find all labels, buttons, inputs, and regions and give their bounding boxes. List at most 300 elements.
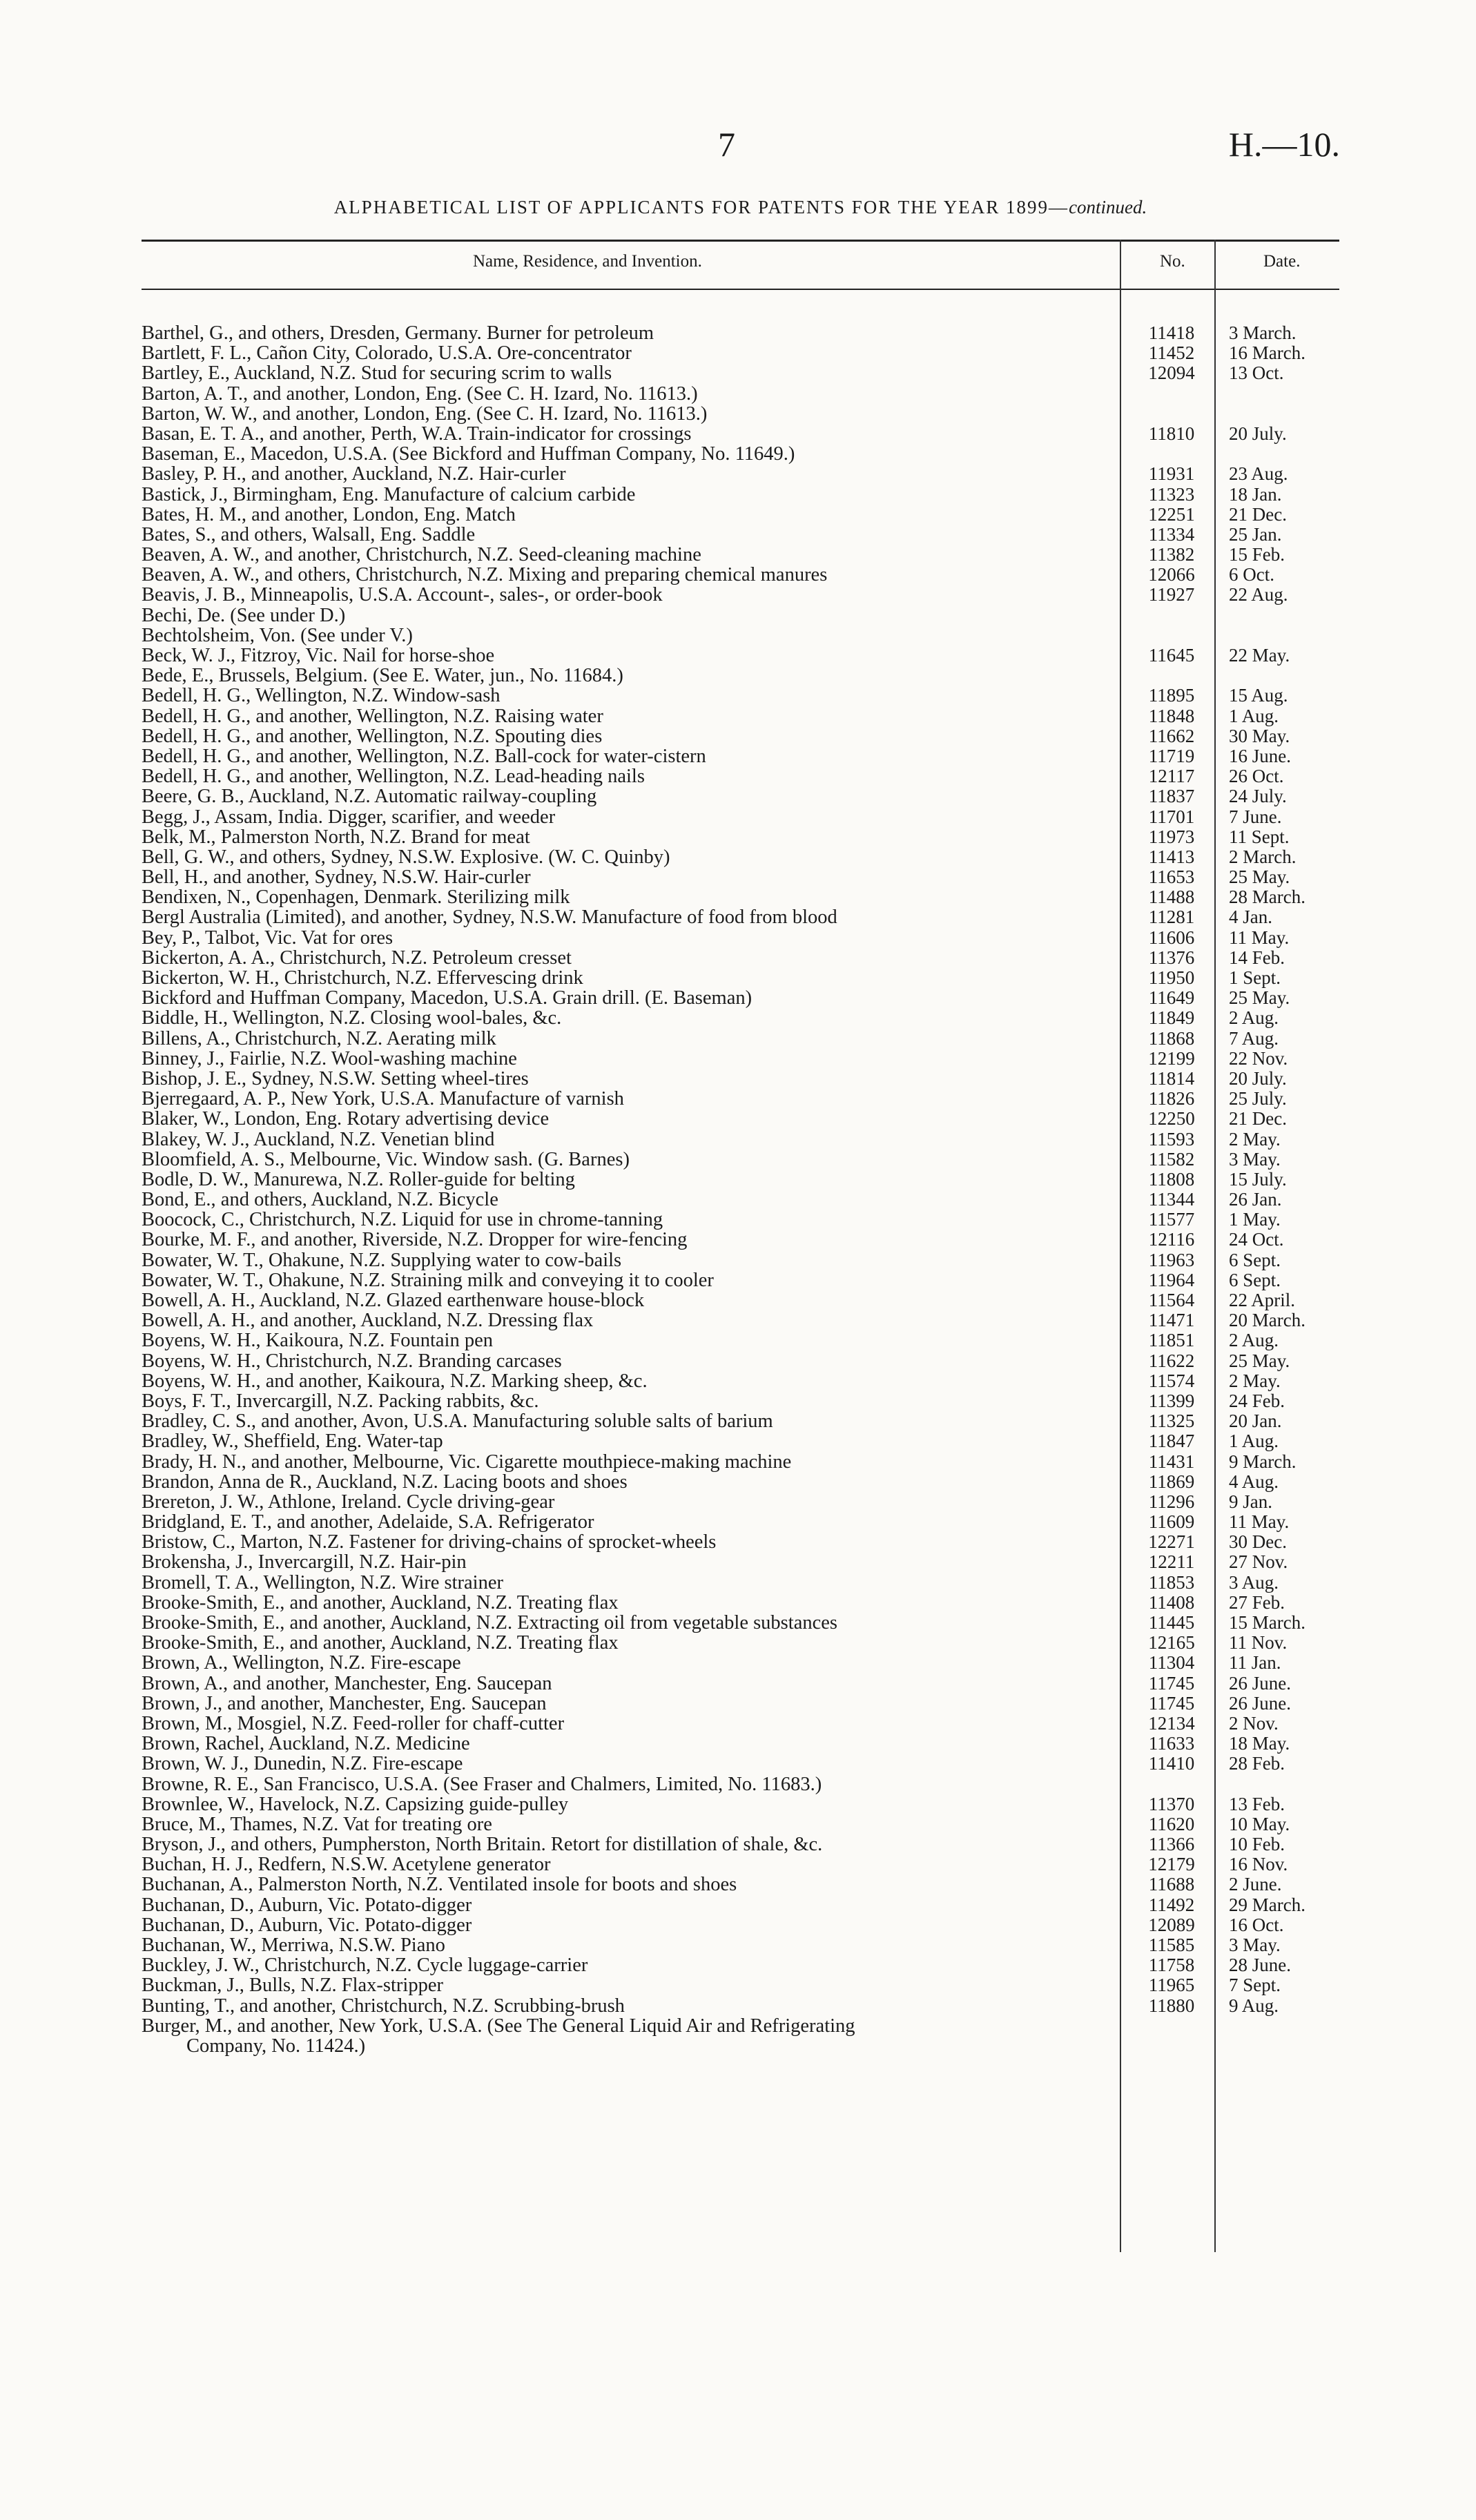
applicant-entry: Brooke-Smith, E., and another, Auckland, N.Z. Treating flax [142, 1592, 619, 1613]
table-row [142, 363, 1339, 383]
table-row [142, 1814, 1339, 1834]
application-date: 30 May. [1229, 725, 1290, 746]
application-date: 9 Jan. [1229, 1491, 1272, 1512]
application-date: 2 June. [1229, 1874, 1282, 1895]
table-row [142, 2036, 1339, 2056]
application-date: 28 Feb. [1229, 1753, 1285, 1774]
applicant-entry: Bloomfield, A. S., Melbourne, Vic. Window sash. (G. Barnes) [142, 1149, 630, 1170]
table-row [142, 827, 1339, 847]
patent-number: 12066 [1148, 564, 1195, 585]
table-row [142, 706, 1339, 726]
table-row [142, 646, 1339, 666]
applicant-entry: Buckman, J., Bulls, N.Z. Flax-stripper [142, 1975, 443, 1996]
application-date: 11 Jan. [1229, 1652, 1281, 1674]
applicant-entry: Bede, E., Brussels, Belgium. (See E. Water, jun., No. 11684.) [142, 666, 623, 686]
table-row [142, 726, 1339, 746]
table-row [142, 404, 1339, 424]
applicant-entry: Bickerton, A. A., Christchurch, N.Z. Petroleum cresset [142, 947, 572, 968]
application-date: 22 Nov. [1229, 1047, 1288, 1069]
application-date: 14 Feb. [1229, 947, 1285, 968]
applicant-entry: Beere, G. B., Auckland, N.Z. Automatic railway-coupling [142, 786, 597, 807]
application-date: 9 Aug. [1229, 1995, 1279, 2016]
patent-number: 11645 [1148, 645, 1195, 666]
application-date: 2 May. [1229, 1370, 1281, 1391]
patent-number: 11452 [1148, 342, 1195, 364]
applicant-entry: Barton, W. W., and another, London, Eng. (See C. H. Izard, No. 11613.) [142, 403, 708, 424]
table-row [142, 746, 1339, 766]
patent-number: 11847 [1148, 1431, 1195, 1452]
application-date: 1 Aug. [1229, 705, 1279, 726]
applicant-entry: Bodle, D. W., Manurewa, N.Z. Roller-guide for belting [142, 1169, 575, 1190]
column-header-date: Date. [1263, 252, 1301, 271]
table-row [142, 1190, 1339, 1210]
applicant-entry: Bates, S., and others, Walsall, Eng. Saddle [142, 524, 476, 545]
table-row [142, 867, 1339, 887]
table-row [142, 605, 1339, 626]
patent-number: 11296 [1148, 1491, 1195, 1512]
applicant-entry: Beavis, J. B., Minneapolis, U.S.A. Account-, sales-, or order-book [142, 585, 663, 605]
table-row [142, 1049, 1339, 1069]
application-date: 4 Aug. [1229, 1471, 1279, 1492]
table-row [142, 1170, 1339, 1190]
applicant-entry: Binney, J., Fairlie, N.Z. Wool-washing machine [142, 1048, 517, 1069]
document-reference: H.—10. [1228, 125, 1340, 164]
application-date: 24 Oct. [1229, 1229, 1284, 1250]
application-date: 16 March. [1229, 342, 1305, 364]
patent-number: 11633 [1148, 1733, 1195, 1754]
patent-number: 11334 [1148, 523, 1195, 545]
patent-number: 11585 [1148, 1935, 1195, 1955]
applicant-entry: Boocock, C., Christchurch, N.Z. Liquid for use in chrome-tanning [142, 1210, 663, 1230]
patent-number: 11927 [1148, 584, 1195, 605]
patent-number: 12271 [1148, 1531, 1195, 1553]
application-date: 13 Oct. [1229, 362, 1284, 384]
table-row [142, 1774, 1339, 1794]
patent-number: 11366 [1148, 1834, 1195, 1855]
table-row [142, 1754, 1339, 1774]
patent-number: 11622 [1148, 1350, 1195, 1371]
applicant-entry: Bryson, J., and others, Pumpherston, North Britain. Retort for distillation of shale, &c. [142, 1834, 823, 1855]
table-row [142, 343, 1339, 363]
table-row [142, 1250, 1339, 1270]
applicant-entry: Bickford and Huffman Company, Macedon, U.S.A. Grain drill. (E. Baseman) [142, 988, 752, 1009]
applicant-entry: Bartley, E., Auckland, N.Z. Stud for securing scrim to walls [142, 363, 612, 384]
applicant-entry: Beaven, A. W., and others, Christchurch, N.Z. Mixing and preparing chemical manures [142, 565, 828, 585]
patent-number: 11837 [1148, 786, 1195, 807]
applicant-entry: Bedell, H. G., Wellington, N.Z. Window-sash [142, 686, 501, 706]
applicant-entry: Bedell, H. G., and another, Wellington, N.Z. Ball-cock for water-cistern [142, 746, 706, 766]
applicant-entry: Brown, A., and another, Manchester, Eng. Saucepan [142, 1673, 552, 1694]
applicant-entry: Blaker, W., London, Eng. Rotary advertising device [142, 1109, 550, 1130]
table-row [142, 1371, 1339, 1391]
applicant-entry: Brandon, Anna de R., Auckland, N.Z. Lacing boots and shoes [142, 1471, 628, 1492]
applicant-entry: Basley, P. H., and another, Auckland, N.Z. Hair-curler [142, 464, 566, 485]
table-row [142, 444, 1339, 464]
applicant-entry: Bourke, M. F., and another, Riverside, N.Z. Dropper for wire-fencing [142, 1230, 688, 1250]
table-row [142, 1008, 1339, 1028]
table-row [142, 505, 1339, 525]
table-row [142, 1330, 1339, 1350]
applicant-entry: Buchan, H. J., Redfern, N.S.W. Acetylene generator [142, 1854, 551, 1875]
application-date: 15 March. [1229, 1612, 1305, 1633]
applicant-entry: Bridgland, E. T., and another, Adelaide, S.A. Refrigerator [142, 1512, 594, 1533]
applicant-entry: Bartlett, F. L., Cañon City, Colorado, U.S.A. Ore-concentrator [142, 343, 632, 364]
application-date: 20 July. [1229, 1067, 1287, 1089]
table-row [142, 1794, 1339, 1814]
table-row [142, 807, 1339, 827]
patent-number: 11304 [1148, 1652, 1195, 1674]
application-date: 7 Aug. [1229, 1027, 1279, 1049]
application-date: 18 May. [1229, 1733, 1290, 1754]
table-row [142, 988, 1339, 1008]
table-row [142, 1573, 1339, 1593]
application-date: 16 Oct. [1229, 1914, 1284, 1935]
table-row [142, 1613, 1339, 1633]
application-date: 24 July. [1229, 786, 1287, 807]
table-row [142, 545, 1339, 565]
application-date: 21 Dec. [1229, 1108, 1287, 1130]
table-row [142, 464, 1339, 484]
table-row [142, 1431, 1339, 1451]
application-date: 20 Jan. [1229, 1411, 1282, 1432]
patent-number: 11853 [1148, 1571, 1195, 1593]
table-top-rule [142, 240, 1339, 242]
application-date: 28 March. [1229, 886, 1305, 908]
application-date: 25 May. [1229, 987, 1290, 1009]
applicant-list [142, 323, 1339, 2056]
applicant-entry: Bromell, T. A., Wellington, N.Z. Wire strainer [142, 1572, 503, 1593]
application-date: 3 May. [1229, 1935, 1281, 1955]
table-row [142, 1109, 1339, 1129]
applicant-entry: Buchanan, D., Auburn, Vic. Potato-digger [142, 1915, 472, 1935]
applicant-entry: Bedell, H. G., and another, Wellington, N.Z. Lead-heading nails [142, 766, 645, 787]
table-row [142, 907, 1339, 927]
application-date: 20 March. [1229, 1310, 1305, 1331]
application-date: 26 June. [1229, 1692, 1291, 1714]
column-header-name: Name, Residence, and Invention. [473, 252, 702, 271]
table-row [142, 2016, 1339, 2036]
applicant-entry: Bey, P., Talbot, Vic. Vat for ores [142, 927, 394, 948]
patent-number: 12165 [1148, 1632, 1195, 1654]
page-number: 7 [718, 125, 735, 164]
table-row [142, 1975, 1339, 1995]
table-row [142, 786, 1339, 806]
table-row [142, 1492, 1339, 1512]
patent-number: 11814 [1148, 1067, 1195, 1089]
applicant-entry: Browne, R. E., San Francisco, U.S.A. (See Fraser and Chalmers, Limited, No. 11683.) [142, 1774, 822, 1794]
header-rule [142, 289, 1339, 290]
application-date: 30 Dec. [1229, 1531, 1287, 1553]
table-row [142, 585, 1339, 605]
patent-number: 11745 [1148, 1672, 1195, 1694]
applicant-entry: Brady, H. N., and another, Melbourne, Vic. Cigarette mouthpiece-making machine [142, 1451, 792, 1472]
application-date: 27 Feb. [1229, 1591, 1285, 1613]
applicant-entry: Boyens, W. H., and another, Kaikoura, N.Z. Marking sheep, &c. [142, 1370, 648, 1391]
application-date: 3 May. [1229, 1148, 1281, 1170]
patent-number: 11471 [1148, 1310, 1195, 1331]
table-row [142, 1310, 1339, 1330]
application-date: 22 May. [1229, 645, 1290, 666]
application-date: 7 Sept. [1229, 1975, 1281, 1996]
patent-number: 11344 [1148, 1189, 1195, 1210]
applicant-entry: Bowater, W. T., Ohakune, N.Z. Supplying water to cow-bails [142, 1250, 622, 1270]
application-date: 9 March. [1229, 1451, 1297, 1472]
applicant-entry: Brown, A., Wellington, N.Z. Fire-escape [142, 1653, 461, 1674]
applicant-entry: Biddle, H., Wellington, N.Z. Closing wool-bales, &c. [142, 1008, 562, 1029]
patent-number: 11965 [1148, 1975, 1195, 1996]
patent-number: 11418 [1148, 322, 1195, 343]
patent-number: 11963 [1148, 1249, 1195, 1270]
application-date: 11 Sept. [1229, 826, 1290, 847]
table-row [142, 766, 1339, 786]
table-row [142, 1552, 1339, 1572]
patent-number: 11950 [1148, 967, 1195, 988]
table-row [142, 887, 1339, 907]
application-date: 25 May. [1229, 866, 1290, 888]
applicant-entry: Buckley, J. W., Christchurch, N.Z. Cycle luggage-carrier [142, 1955, 588, 1976]
applicant-entry: Bradley, C. S., and another, Avon, U.S.A. Manufacturing soluble salts of barium [142, 1411, 773, 1432]
table-row [142, 626, 1339, 646]
patent-number: 11410 [1148, 1753, 1195, 1774]
list-heading-main: ALPHABETICAL LIST OF APPLICANTS FOR PATENTS FOR THE YEAR 1899— [333, 197, 1069, 217]
applicant-entry: Bechi, De. (See under D.) [142, 605, 346, 626]
patent-number: 11408 [1148, 1591, 1195, 1613]
table-row [142, 1210, 1339, 1230]
patent-number: 11376 [1148, 947, 1195, 968]
application-date: 18 Jan. [1229, 483, 1282, 505]
applicant-entry: Bjerregaard, A. P., New York, U.S.A. Manufacture of varnish [142, 1089, 624, 1109]
applicant-entry: Bishop, J. E., Sydney, N.S.W. Setting wheel-tires [142, 1068, 529, 1089]
application-date: 2 Aug. [1229, 1330, 1279, 1351]
patent-number: 11492 [1148, 1894, 1195, 1915]
table-row [142, 1674, 1339, 1694]
table-row [142, 1854, 1339, 1874]
table-row [142, 1029, 1339, 1049]
application-date: 1 Sept. [1229, 967, 1281, 988]
applicant-entry: Baseman, E., Macedon, U.S.A. (See Bickford and Huffman Company, No. 11649.) [142, 444, 795, 465]
table-row [142, 1935, 1339, 1955]
table-row [142, 1955, 1339, 1975]
application-date: 3 Aug. [1229, 1571, 1279, 1593]
patent-number: 11582 [1148, 1148, 1195, 1170]
applicant-entry: Brown, M., Mosgiel, N.Z. Feed-roller for chaff-cutter [142, 1713, 565, 1734]
table-row [142, 1714, 1339, 1734]
applicant-entry: Brown, W. J., Dunedin, N.Z. Fire-escape [142, 1754, 463, 1774]
patent-number: 11662 [1148, 725, 1195, 746]
applicant-entry: Company, No. 11424.) [186, 2035, 366, 2056]
application-date: 2 Aug. [1229, 1007, 1279, 1029]
application-date: 27 Nov. [1229, 1551, 1288, 1573]
application-date: 13 Feb. [1229, 1793, 1285, 1814]
patent-number: 12251 [1148, 503, 1195, 525]
applicant-entry: Belk, M., Palmerston North, N.Z. Brand for meat [142, 826, 530, 847]
application-date: 25 May. [1229, 1350, 1290, 1371]
patent-number: 11808 [1148, 1168, 1195, 1190]
application-date: 1 Aug. [1229, 1431, 1279, 1452]
patent-number: 11323 [1148, 483, 1195, 505]
table-row [142, 1593, 1339, 1613]
applicant-entry: Brown, J., and another, Manchester, Eng. Saucepan [142, 1693, 547, 1714]
application-date: 6 Sept. [1229, 1249, 1281, 1270]
applicant-entry: Bell, G. W., and others, Sydney, N.S.W. Explosive. (W. C. Quinby) [142, 846, 670, 867]
applicant-entry: Barton, A. T., and another, London, Eng. (See C. H. Izard, No. 11613.) [142, 383, 698, 404]
patent-number: 11564 [1148, 1290, 1195, 1310]
application-date: 6 Sept. [1229, 1269, 1281, 1290]
patent-number: 11382 [1148, 544, 1195, 565]
application-date: 7 June. [1229, 806, 1282, 827]
patent-number: 11370 [1148, 1793, 1195, 1814]
table-row [142, 1895, 1339, 1915]
patent-number: 12117 [1148, 766, 1195, 787]
patent-number: 11649 [1148, 987, 1195, 1009]
applicant-entry: Brokensha, J., Invercargill, N.Z. Hair-pin [142, 1552, 467, 1573]
application-date: 26 Jan. [1229, 1189, 1282, 1210]
patent-number: 11849 [1148, 1007, 1195, 1029]
table-row [142, 1270, 1339, 1290]
patent-number: 11281 [1148, 907, 1195, 928]
application-date: 16 June. [1229, 745, 1291, 766]
applicant-entry: Basan, E. T. A., and another, Perth, W.A. Train-indicator for crossings [142, 423, 692, 444]
application-date: 10 Feb. [1229, 1834, 1285, 1855]
applicant-entry: Brownlee, W., Havelock, N.Z. Capsizing guide-pulley [142, 1794, 569, 1814]
patent-number: 11688 [1148, 1874, 1195, 1895]
table-row [142, 1351, 1339, 1371]
applicant-entry: Brown, Rachel, Auckland, N.Z. Medicine [142, 1734, 470, 1754]
table-row [142, 424, 1339, 444]
application-date: 21 Dec. [1229, 503, 1287, 525]
applicant-entry: Bond, E., and others, Auckland, N.Z. Bicycle [142, 1190, 498, 1210]
patent-number: 11609 [1148, 1511, 1195, 1533]
applicant-entry: Bowell, A. H., Auckland, N.Z. Glazed earthenware house-block [142, 1290, 645, 1310]
patent-number: 11826 [1148, 1088, 1195, 1109]
table-row [142, 384, 1339, 404]
application-date: 29 March. [1229, 1894, 1305, 1915]
patent-number: 11973 [1148, 826, 1195, 847]
applicant-entry: Bruce, M., Thames, N.Z. Vat for treating ore [142, 1814, 492, 1834]
applicant-entry: Bickerton, W. H., Christchurch, N.Z. Effervescing drink [142, 968, 583, 988]
applicant-entry: Bastick, J., Birmingham, Eng. Manufacture of calcium carbide [142, 484, 636, 505]
patent-number: 11574 [1148, 1370, 1195, 1391]
list-heading [138, 197, 1343, 218]
application-date: 4 Jan. [1229, 907, 1272, 928]
table-row [142, 1089, 1339, 1109]
patent-number: 12094 [1148, 362, 1195, 384]
applicant-entry: Buchanan, D., Auburn, Vic. Potato-digger [142, 1894, 472, 1915]
applicant-entry: Boyens, W. H., Christchurch, N.Z. Branding carcases [142, 1350, 562, 1371]
table-row [142, 1996, 1339, 2016]
applicant-entry: Brooke-Smith, E., and another, Auckland, N.Z. Extracting oil from vegetable substances [142, 1613, 837, 1633]
applicant-entry: Buchanan, W., Merriwa, N.S.W. Piano [142, 1935, 445, 1955]
applicant-entry: Bates, H. M., and another, London, Eng. Match [142, 504, 516, 525]
applicant-entry: Boys, F. T., Invercargill, N.Z. Packing rabbits, &c. [142, 1390, 539, 1411]
patent-number: 12179 [1148, 1854, 1195, 1875]
application-date: 11 May. [1229, 1511, 1290, 1533]
table-row [142, 525, 1339, 545]
applicant-entry: Bristow, C., Marton, N.Z. Fastener for driving-chains of sprocket-wheels [142, 1532, 717, 1553]
application-date: 11 Nov. [1229, 1632, 1288, 1654]
applicant-entry: Bergl Australia (Limited), and another, Sydney, N.S.W. Manufacture of food from blood [142, 907, 837, 928]
patent-number: 11895 [1148, 685, 1195, 706]
table-row [142, 1834, 1339, 1854]
applicant-entry: Barthel, G., and others, Dresden, Germany. Burner for petroleum [142, 323, 654, 343]
table-row [142, 968, 1339, 988]
applicant-entry: Brooke-Smith, E., and another, Auckland, N.Z. Treating flax [142, 1633, 619, 1654]
table-row [142, 928, 1339, 948]
patent-number: 11445 [1148, 1612, 1195, 1633]
table-row [142, 1734, 1339, 1754]
table-row [142, 686, 1339, 706]
application-date: 2 Nov. [1229, 1712, 1279, 1734]
table-row [142, 1130, 1339, 1150]
patent-number: 12134 [1148, 1712, 1195, 1734]
patent-number: 11868 [1148, 1027, 1195, 1049]
applicant-entry: Bendixen, N., Copenhagen, Denmark. Sterilizing milk [142, 887, 570, 908]
application-date: 2 May. [1229, 1128, 1281, 1150]
table-row [142, 1452, 1339, 1472]
patent-number: 12250 [1148, 1108, 1195, 1130]
application-date: 2 March. [1229, 846, 1297, 867]
application-date: 3 March. [1229, 322, 1297, 343]
table-row [142, 1150, 1339, 1170]
application-date: 6 Oct. [1229, 564, 1274, 585]
patent-number: 11931 [1148, 463, 1195, 485]
application-date: 26 June. [1229, 1672, 1291, 1694]
application-date: 11 May. [1229, 927, 1290, 948]
patent-number: 11325 [1148, 1411, 1195, 1432]
application-date: 15 July. [1229, 1168, 1287, 1190]
table-row [142, 1391, 1339, 1411]
patent-number: 11606 [1148, 927, 1195, 948]
table-row [142, 485, 1339, 505]
patent-number: 11758 [1148, 1955, 1195, 1976]
patent-number: 11620 [1148, 1813, 1195, 1834]
applicant-entry: Bunting, T., and another, Christchurch, N.Z. Scrubbing-brush [142, 1995, 625, 2016]
application-date: 25 July. [1229, 1088, 1287, 1109]
application-date: 1 May. [1229, 1209, 1281, 1230]
patent-number: 11431 [1148, 1451, 1195, 1472]
application-date: 15 Feb. [1229, 544, 1285, 565]
list-heading-continued: continued. [1069, 197, 1147, 217]
applicant-entry: Brereton, J. W., Athlone, Ireland. Cycle driving-gear [142, 1491, 555, 1512]
patent-number: 11964 [1148, 1269, 1195, 1290]
table-row [142, 1915, 1339, 1935]
table-row [142, 948, 1339, 968]
table-row [142, 1653, 1339, 1673]
patent-number: 11701 [1148, 806, 1195, 827]
applicant-entry: Boyens, W. H., Kaikoura, N.Z. Fountain pen [142, 1330, 493, 1351]
patent-number: 11577 [1148, 1209, 1195, 1230]
applicant-entry: Bedell, H. G., and another, Wellington, N.Z. Raising water [142, 706, 603, 726]
applicant-entry: Burger, M., and another, New York, U.S.A. (See The General Liquid Air and Refrigerating [142, 2015, 855, 2036]
table-row [142, 1411, 1339, 1431]
patent-number: 11399 [1148, 1390, 1195, 1411]
applicant-entry: Buchanan, A., Palmerston North, N.Z. Ventilated insole for boots and shoes [142, 1874, 737, 1895]
applicant-entry: Blakey, W. J., Auckland, N.Z. Venetian blind [142, 1129, 495, 1150]
patent-number: 11869 [1148, 1471, 1195, 1492]
application-date: 26 Oct. [1229, 766, 1284, 787]
patent-number: 11745 [1148, 1692, 1195, 1714]
patent-number: 11810 [1148, 423, 1195, 444]
patent-number: 11593 [1148, 1128, 1195, 1150]
application-date: 10 May. [1229, 1813, 1290, 1834]
application-date: 22 April. [1229, 1290, 1296, 1310]
patent-number: 11848 [1148, 705, 1195, 726]
table-row [142, 666, 1339, 686]
patent-number: 12211 [1148, 1551, 1195, 1573]
applicant-entry: Bechtolsheim, Von. (See under V.) [142, 625, 413, 646]
application-date: 22 Aug. [1229, 584, 1288, 605]
applicant-entry: Bowater, W. T., Ohakune, N.Z. Straining milk and conveying it to cooler [142, 1270, 714, 1290]
